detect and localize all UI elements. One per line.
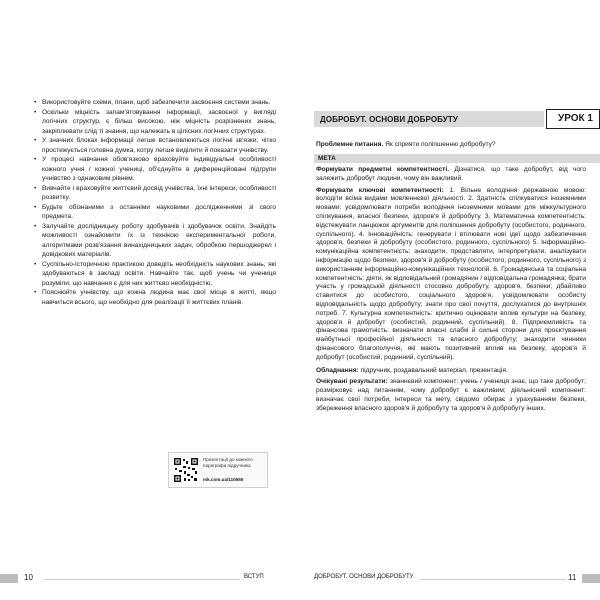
problem-question: Проблемне питання. Як сприяти поліпшенню добробуту? — [316, 141, 496, 148]
footer-bar — [0, 574, 18, 583]
list-item: • Суспільно-історичною практикою доведіть необхідність наукових знань, які здобуваються в закладі освіти. Навчайте так, щоб учень чи учениця розуміли, що навчання є для них життєво необхідністю. — [34, 260, 276, 287]
list-item: • Пояснюйте учнівству, що кожна людина має свої місце в житті, якщо навчиться всього, що необхідно для реалізації її життєвих планів. — [34, 289, 276, 306]
footer-bar — [582, 574, 600, 583]
bullet-icon: • — [34, 184, 37, 192]
list-item: • Будьте обізнаними з останніми науковими дослідженнями зі свого предмета. — [34, 203, 276, 220]
qr-code-icon[interactable] — [173, 457, 199, 483]
lesson-topic-title: ДОБРОБУТ. ОСНОВИ ДОБРОБУТУ — [320, 115, 458, 124]
footer-divider — [44, 579, 240, 580]
equipment: Обладнання: підручник, роздавальний матеріал, презентація. — [316, 366, 508, 374]
right-page — [300, 0, 600, 600]
list-item: • Залучайте дослідницьку роботу здобувачів і здобувачок освіти. Знайдіть можливості ознайомити їх із технікою експериментальної роботи, алгоритмами розв'язання винахідницьких задач, обробкою першоджерел і довідкових матеріалів. — [34, 222, 276, 258]
expected-results: Очікувані результати: знаннєвий компонент: учень / учениця знає, що таке добробут; розмірковує над питанням, чому добробут є важливим; діяльнісний компонент: визначає свої потреби, інтереси та мету, свідомо обирає з урахуванням безпеки, збереження власного здоров'я й добробуту та здоров'я й добробуту інших. — [316, 378, 586, 412]
qr-link[interactable]: mk.com.ua/110665 — [203, 477, 244, 482]
qr-caption: Презентації до кожного параграфа підручника — [203, 457, 253, 468]
bullet-icon: • — [34, 156, 37, 163]
footer-left — [0, 572, 300, 586]
footer-section-title: ДОБРОБУТ. ОСНОВИ ДОБРОБУТУ — [314, 574, 414, 580]
bullet-icon: • — [34, 222, 37, 230]
bullet-icon: • — [34, 99, 37, 106]
goal-label: МЕТА — [318, 155, 336, 162]
footer-right — [300, 572, 600, 586]
page-number: 11 — [568, 573, 577, 582]
bullet-icon: • — [34, 260, 37, 268]
lesson-entries — [316, 166, 586, 417]
bullet-icon: • — [34, 203, 37, 211]
list-item: • У процесі навчання обов'язково враховуйте індивідуальні особливості кожного учня / кожної учениці, об'єднуйте в диференційовані підгрупи учнівство з однаковим рівнем. — [34, 156, 276, 182]
goal-band — [314, 154, 600, 163]
bullet-icon: • — [34, 289, 37, 296]
tips-list — [34, 98, 276, 307]
lesson-number: УРОК 1 — [558, 113, 593, 124]
list-item: • У значних блоках інформації легше встановлюються логічні зв'язки, чітко простежується головна думка, котру легше виділити й показати учнівству. — [34, 137, 276, 154]
page-number: 10 — [24, 573, 33, 582]
subject-competence: Формувати предметні компетентності. Дізнатися, що таке добробут, від чого залежить добробут людини, чому він важливий. — [316, 166, 586, 182]
footer-divider — [420, 579, 566, 580]
footer-section-title: ВСТУП — [244, 574, 264, 580]
qr-presentation-box[interactable] — [168, 452, 268, 488]
bullet-icon: • — [34, 108, 37, 116]
bullet-icon: • — [34, 137, 37, 144]
key-competence: Формувати ключові компетентності: 1. Вільне володіння державною мовою: володіти всіма видами мовленнєвої діяльності. 2. Здатність спілкуватися іноземними мовами: усвідомлювати потреби володіння іноземними мовами для міжкультурного спілкування, власної безпеки, здоров'я й добробуту. 3. Математична компетентність: відстежувати ланцюжок аргументів для поліпшення добробуту (особистого, родинного, суспільного). 4. Інноваційність: генерувати і втілювати нові ідеї щодо забезпечення здоров'я, безпеки й добробуту (особистого, родинного, суспільного) 5. Інформаційно-комунікаційна компетентність: знаходити, представляти, інтерпретувати, аналізувати інформацію щодо безпеки, здоров'я й добробуту (особистого, родинного, суспільного) з використанням інформаційно-комунікаційних технологій. 6. Громадянська та соціальна компетентність: діяти, як відповідальний громадянин / відповідальна громадянка; брати участь у громадській діяльності стосовно добробуту, здоров'я, безпеки; дбайливо ставитися до особистого, соціального здоров'я, усвідомлювати особисту відповідальність щодо добробуту; знати про свої почуття, дослухатися до внутрішніх потреб. 7. Культурна компетентність: критично оцінювати вплив культури на безпеку, здоров'я й добробут (особистий, родинний, суспільний). 8. Підприємливість та фінансова грамотність: визначати власні слабкі й сильні сторони для проєктування майбутньої професійної діяльності та власного добробуту; знаходити чинники фінансового благополуччя, які мають позитивний вплив на безпеку, здоров'я й добробут (особистий, родинний, суспільний). — [316, 186, 586, 361]
list-item: • Вивчайте і враховуйте життєвий досвід учнівства, їхні інтереси, особливості розвитку. — [34, 184, 276, 201]
list-item: • Оскільки міцність запам'ятовування інформації, засвоєної у вигляді логічних структур, є більш високою, ніж міцність розрізнених знань, закріплювати слід ті знання, що належать в цілісних логічних структурах. — [34, 108, 276, 135]
list-item: • Використовуйте схеми, плани, щоб забезпечити засвоєння системи знань. — [34, 99, 271, 106]
